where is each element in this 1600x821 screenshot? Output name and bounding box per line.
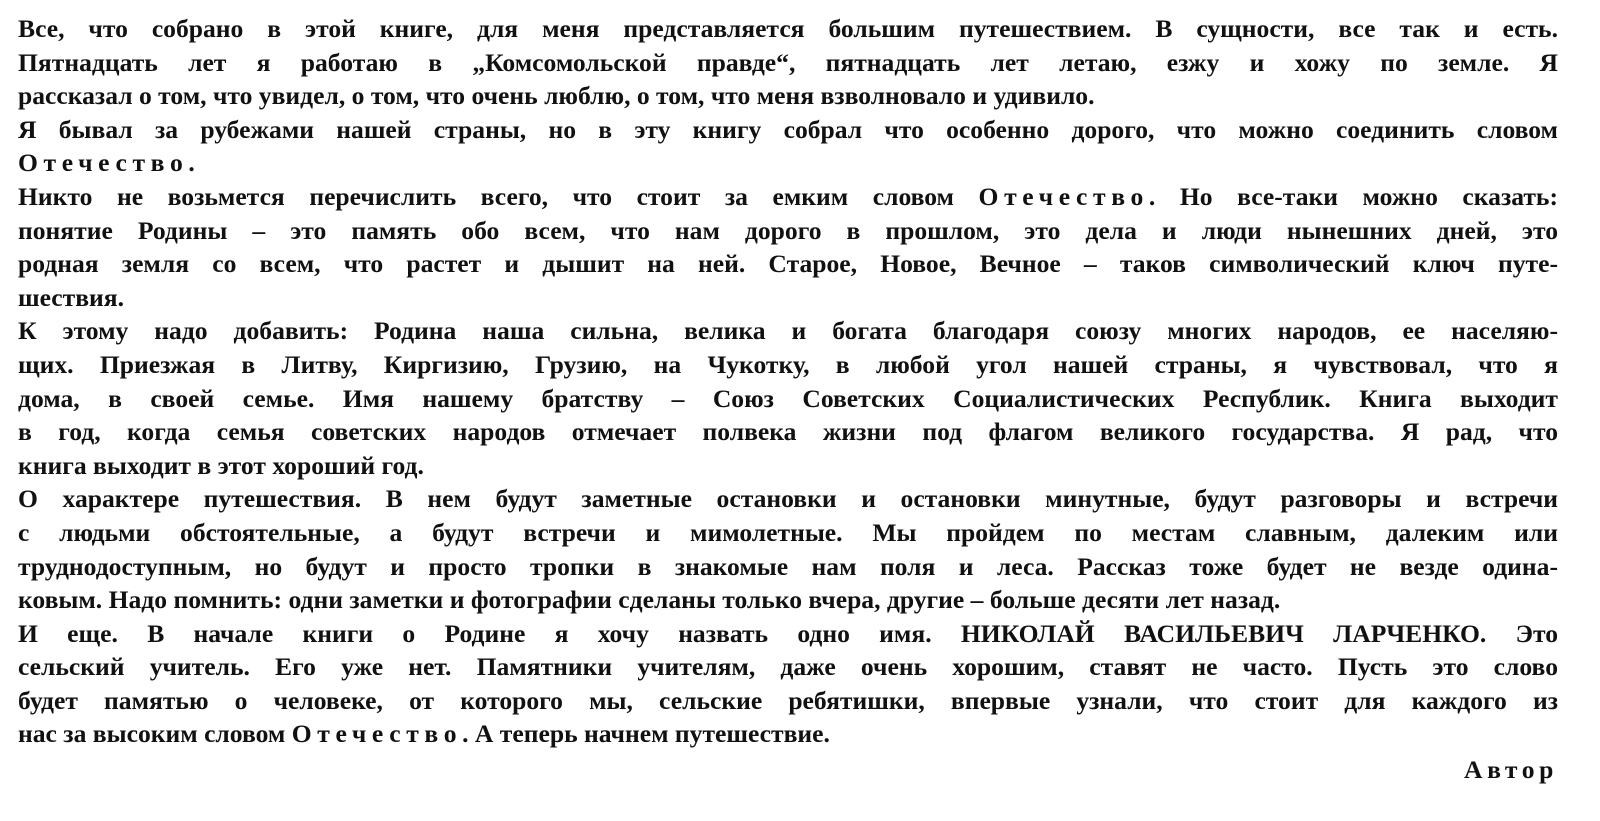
text-fragment: Никто не возьмется перечислить всего, что стоит за емким словом [18, 181, 954, 211]
paragraph-3 [18, 180, 1558, 314]
text-line: будет памятью о человеке, от которого мы, сельские ребятишки, впервые узнали, что стоит для каждого из [18, 685, 1558, 715]
text-line: Все, что собрано в этой книге, для меня представляется большим путешествием. В сущности, все так и есть. [18, 14, 1558, 43]
emphasized-word: Отечество [978, 181, 1149, 211]
paragraph-6 [18, 617, 1558, 751]
text-line: родная земля со всем, что растет и дышит на ней. Старое, Новое, Вечное – таков символический ключ путе- [18, 249, 1558, 279]
paragraph-4 [18, 314, 1558, 482]
text-fragment: . Но все-таки можно сказать: [1148, 181, 1558, 211]
emphasized-word: Отечество [18, 148, 189, 178]
text-line [18, 146, 1558, 180]
paragraph-2 [18, 113, 1558, 180]
paragraph-5 [18, 482, 1558, 616]
text-line: книга выходит в этот хороший год. [18, 450, 424, 480]
text-line: труднодоступным, но будут и просто тропки в знакомые нам поля и леса. Рассказ тоже будет не везде одина- [18, 551, 1558, 581]
text-line [18, 180, 1558, 214]
text-line: О характере путешествия. В нем будут заметные остановки и остановки минутные, будут разговоры и встречи [18, 484, 1558, 514]
text-fragment: нас за высоким словом [18, 719, 286, 749]
text-line: сельский учитель. Его уже нет. Памятники учителям, даже очень хорошим, ставят не часто. Пусть это слово [18, 652, 1558, 682]
text-line: ковым. Надо помнить: одни заметки и фотографии сделаны только вчера, другие – больше десяти лет назад. [18, 585, 1281, 615]
emphasized-word: Отечество [291, 719, 463, 749]
text-line: И еще. В начале книги о Родине я хочу назвать одно имя. НИКОЛАЙ ВАСИЛЬЕВИЧ ЛАРЧЕНКО. Это [18, 618, 1558, 648]
text-line: К этому надо добавить: Родина наша сильна, велика и богата благодаря союзу многих народов, ее населяю- [18, 316, 1558, 346]
text-fragment: . [188, 148, 195, 178]
text-line: шествия. [18, 282, 125, 312]
text-line: рассказал о том, что увидел, о том, что очень люблю, о том, что меня взволновало и удивило. [18, 81, 1095, 111]
text-line: Пятнадцать лет я работаю в „Комсомольской правде“, пятнадцать лет летаю, езжу и хожу по земле. Я [18, 47, 1558, 77]
text-line: Я бывал за рубежами нашей страны, но в эту книгу собрал что особенно дорого, что можно соединить словом [18, 114, 1558, 144]
text-line [18, 717, 1558, 751]
text-line: в год, когда семья советских народов отмечает полвека жизни под флагом великого государства. Я рад, что [18, 417, 1558, 447]
text-line: дома, в своей семье. Имя нашему братству – Союз Советских Социалистических Республик. Книга выходит [18, 383, 1558, 413]
document-page [18, 12, 1558, 787]
paragraph-1 [18, 12, 1558, 113]
text-line: с людьми обстоятельные, а будут встречи и мимолетные. Мы пройдем по местам славным, далеким или [18, 517, 1558, 547]
text-line: понятие Родины – это память обо всем, что нам дорого в прошлом, это дела и люди нынешних дней, это [18, 215, 1558, 245]
text-fragment: . А теперь начнем путешествие. [462, 719, 830, 749]
text-line: щих. Приезжая в Литву, Киргизию, Грузию, на Чукотку, в любой угол нашей страны, я чувствовал, что я [18, 349, 1558, 379]
author-signature: Автор [1464, 755, 1558, 785]
